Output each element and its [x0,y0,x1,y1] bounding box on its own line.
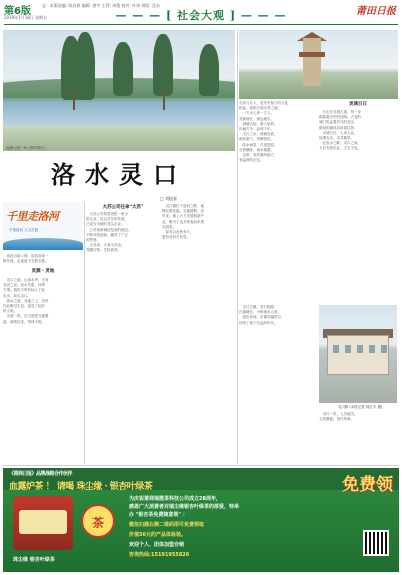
ad-line-7: 咨询热线:15191955826 [129,552,190,558]
column-divider [237,30,238,464]
middle-column-2: 灵口镇位于洛河之畔，地 理位置优越，交通便利。近 年来，镇上大力发展旅游产 业，吸引了众多游客前来观 光游览。 春有百花秋有月， 夏有凉风冬有雪。 [162,204,204,240]
tower-photo [239,30,398,99]
qr-code-icon[interactable] [363,530,389,556]
ad-line-4: 微信扫描右侧二维码即可免费领取 [129,522,205,528]
tea-can-icon [13,496,73,550]
advertisement [3,468,399,572]
column-divider [84,202,85,464]
ad-line-5: 价值56元的产品体验装。 [129,532,186,538]
ad-divider [3,465,399,466]
newspaper-logo: 莆田日报 [356,6,396,17]
left-column: 洛河自陕入豫，浩浩荡荡一 路东流，沿途留下无数名胜。 [3,254,49,264]
series-banner [3,202,83,250]
building-photo [319,305,397,403]
left-column-body: 灵口之地，山清水秀，古有 灵泉之说，泉水甘甜，四季 不竭。相传古时有仙人于此 饮水，故名灵口。 洛水之滨，灵地之上，先民 在此繁衍生息，创造了灿烂 的文明。 灵源一带，自古便是交通要 道，商旅往来，络绎不绝。 [3,278,49,324]
building-photo-caption: 灵川镇 (本报记者 林正平 摄) [337,405,383,409]
subhead-2: 大苏公司任命"大苏" [102,205,144,210]
page-number: 第6版 [4,6,31,17]
subhead-3: 灵城日日 [349,102,367,107]
article-headline: 洛水灵口 [51,159,187,189]
right-column-2: 行走在灵城古道，每一步 都踏着历史的回响。古老的 城门见证着岁月的变迁， 斑驳的墙体诉说着往昔。 灵城日日，人来人往， 炊烟袅袅，市井繁华。 在洛水之畔，灵口之间， 人们安居乐业，生生不息。 [319,110,361,151]
right-column-1: 灵泉与名人，是历史留下的文化 积淀，洛阳古城灵秀之地。 一方水土养一方人， 灵源流长，源远流长。 城墙古韵，游人如织， 吟诵古今，品味千年。 灵川之水，清澈见底， 鱼虾游弋，岸柳依依。 临水而居，古道悠悠， 石桥横卧，流水潺潺。 这里，有故事的地方， 有温度的记忆。 [239,101,288,163]
middle-column-3: 灵口古镇，青石板路， 白墙黛瓦，小桥流水人家。 漫步其间，仿佛穿越时空， 回到了那个久远的年代。 [239,305,285,325]
ad-brand: 血露炉茶 ！ 请喝 珠尘缘 · 银杏叶绿茶 [9,482,153,492]
lake-photo [3,30,235,151]
subhead-1: 灵源 · 灵地 [31,269,55,274]
ad-partner-line: 《莆商日报》品牌战略合作伙伴 [9,471,73,477]
ad-line-2: 感恩广大消费者对瑞尘缘银杏叶绿茶的厚爱，特举 [129,504,240,510]
section-title: — — — [ 社会大观 ] — — — [115,9,287,22]
tea-badge-icon: 茶 [81,504,115,538]
header-rule [4,24,398,25]
lake-photo-caption: 南湖公园一角 (资料图片) [6,146,45,150]
right-column-3: 灵川一带，人杰地灵， 文风鼎盛，世代传承。 [319,412,358,422]
series-title: 千里走洛河 [6,210,59,223]
series-subtitle: 千里洛河 人文古韵 [9,228,39,232]
middle-column-1: 大苏公司原是洛阳一家小 型企业，经过多年的发展， 已成为当地的龙头企业。 公司秉承诚信经营的理念， 不断开拓创新，赢得了广泛 的赞誉。 大苏者，大者为苏也， 苏醒万物，生机勃勃。 [86,212,132,253]
wave-icon [3,238,83,250]
ad-line-6: 欢迎个人、团体加盟合销 [129,542,185,548]
ad-free-label: 免费领 [342,475,393,495]
ad-line-1: 为庆祝莆商瑞揽茶科技公司成立28周年， [129,496,221,502]
editor-credits: 总 · 本版责编: 陈启源 编辑: 唐宇 主管: 周俊 校对: 叶伟 排版: 沈东 [42,3,160,8]
ad-line-3: 办 "银杏茶免费随意领" ： [129,512,188,518]
page-header [0,0,402,30]
ad-product-tag: 珠尘缘 银杏叶绿茶 [13,557,55,563]
article-byline: □ 刘振春 [160,196,178,201]
issue-date: 2019年1月18日 星期五 [4,15,48,20]
